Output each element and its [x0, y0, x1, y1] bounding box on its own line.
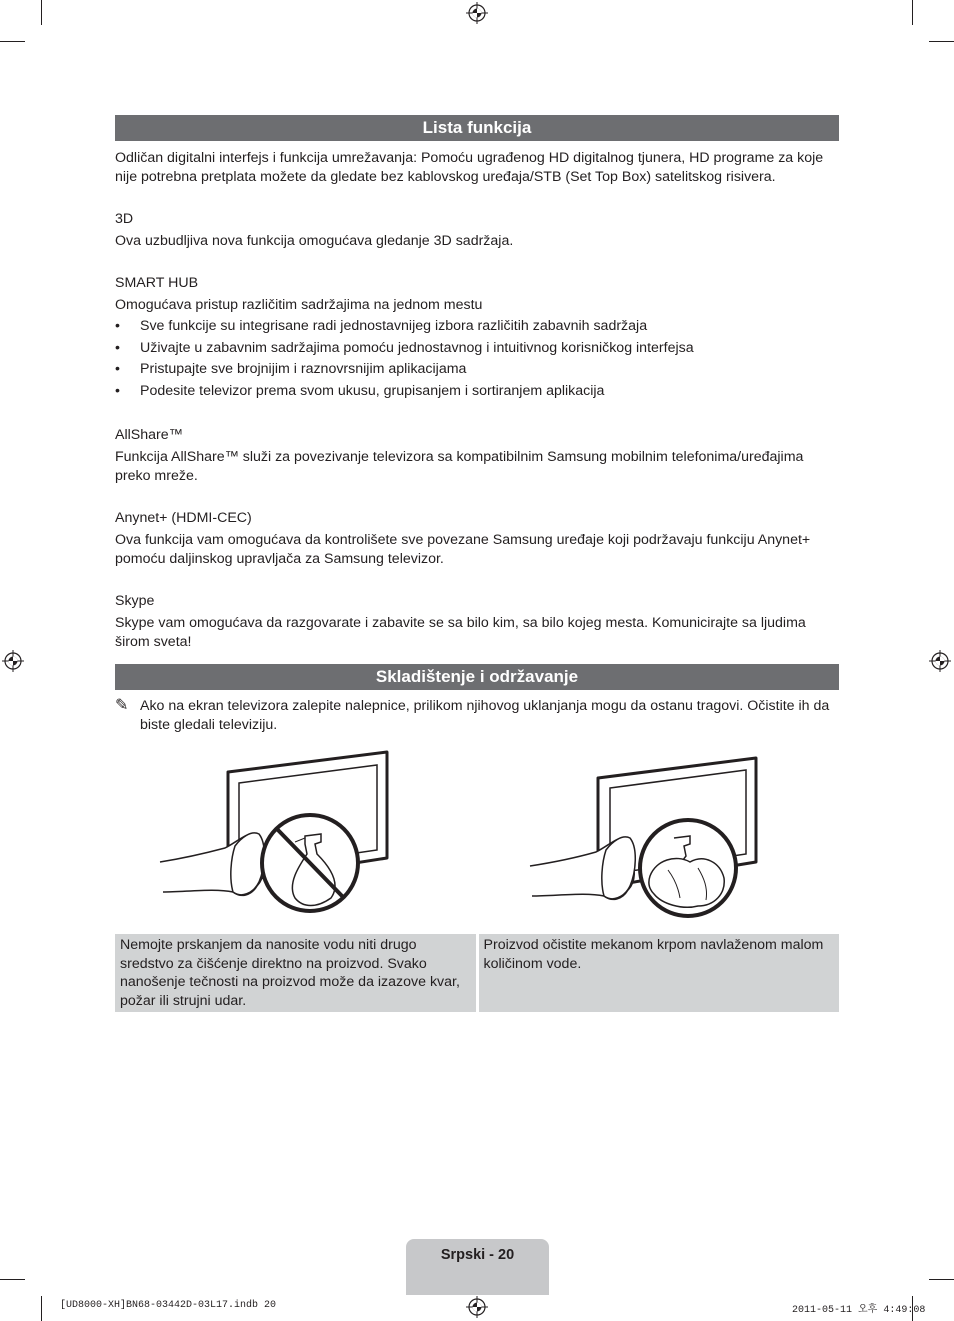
caption-soft-cloth: Proizvod očistite mekanom krpom navlaženom malom količinom vode. [479, 934, 840, 1012]
page-content [115, 115, 839, 735]
feature-text-allshare: Funkcija AllShare™ služi za povezivanje televizora sa kompatibilnim Samsung mobilnim telefonima/uređajima preko mreže. [115, 449, 804, 484]
crop-mark [929, 41, 954, 42]
section-title-features: Lista funkcija [115, 115, 839, 141]
smart-hub-bullet-list [115, 316, 839, 402]
registration-mark-icon [466, 1296, 488, 1318]
feature-text-3d: Ova uzbudljiva nova funkcija omogućava gledanje 3D sadržaja. [115, 233, 514, 249]
registration-mark-icon [2, 650, 24, 672]
features-intro: Odličan digitalni interfejs i funkcija umrežavanja: Pomoću ugrađenog HD digitalnog tjunera, HD programe za koje nije potrebna pretplata možete da gledate bez kablovskog uređaja/STB (Set Top Box) satelitskog risivera. [115, 150, 824, 185]
feature-heading-skype: Skype [115, 593, 155, 609]
list-item: • Pristupajte sve brojnijim i raznovrsnijim aplikacijama [115, 359, 839, 381]
feature-heading-3d: 3D [115, 211, 134, 227]
storage-note-text: Ako na ekran televizora zalepite nalepnice, prilikom njihovog uklanjanja mogu da ostanu tragovi. Očistite ih da biste gledali televiziju. [140, 698, 830, 733]
pencil-note-icon: ✎ [115, 697, 129, 714]
crop-mark [41, 1296, 42, 1321]
print-slug-left: [UD8000-XH]BN68-03442D-03L17.indb 20 [60, 1300, 277, 1311]
crop-mark [41, 0, 42, 25]
caption-do-not-spray: Nemojte prskanjem da nanosite vodu niti drugo sredstvo za čišćenje direktno na proizvod. Svako nanošenje tečnosti na proizvod može da izazove kvar, požar ili strujni udar. [115, 934, 476, 1012]
storage-note [115, 697, 839, 735]
feature-heading-allshare: AllShare™ [115, 427, 183, 443]
feature-heading-anynet: Anynet+ (HDMI-CEC) [115, 510, 252, 526]
list-item: • Uživajte u zabavnim sadržajima pomoću jednostavnog i intuitivnog korisničkog interfejsa [115, 338, 839, 360]
cleaning-captions-table [115, 934, 839, 1012]
cleaning-illustration-soft-cloth [528, 750, 778, 920]
list-item: • Sve funkcije su integrisane radi jednostavnijeg izbora različitih zabavnih sadržaja [115, 316, 839, 338]
registration-mark-icon [466, 2, 488, 24]
crop-mark [912, 0, 913, 25]
print-slug-right: 2011-05-11 오후 4:49:08 [792, 1305, 926, 1316]
crop-mark [0, 41, 25, 42]
feature-text-smart-hub: Omogućava pristup različitim sadržajima na jednom mestu [115, 297, 483, 313]
registration-mark-icon [929, 650, 951, 672]
crop-mark [0, 1279, 25, 1280]
page-number-tab: Srpski - 20 [406, 1239, 549, 1295]
list-item: • Podesite televizor prema svom ukusu, grupisanjem i sortiranjem aplikacija [115, 381, 839, 403]
feature-heading-smart-hub: SMART HUB [115, 275, 199, 291]
cleaning-illustration-do-not-spray [155, 750, 405, 918]
feature-text-anynet: Ova funkcija vam omogućava da kontrolišete sve povezane Samsung uređaje koji podržavaju funkciju Anynet+ pomoću daljinskog upravljača za Samsung televizor. [115, 532, 811, 567]
section-title-storage: Skladištenje i održavanje [115, 664, 839, 690]
crop-mark [929, 1279, 954, 1280]
feature-text-skype: Skype vam omogućava da razgovarate i zabavite se sa bilo kim, sa bilo kojeg mesta. Komunicirajte sa ljudima širom sveta! [115, 615, 806, 650]
